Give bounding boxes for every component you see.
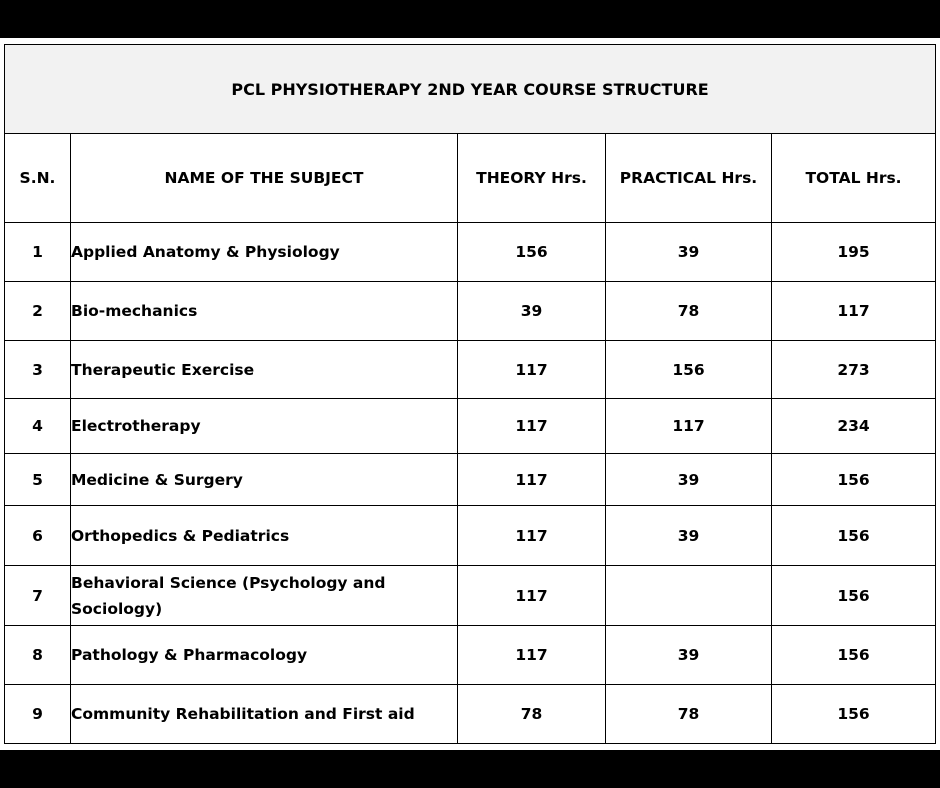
course-structure-table — [4, 44, 936, 744]
table-row — [5, 566, 936, 626]
cell-sn: 8 — [5, 626, 71, 685]
header-theory-hours: THEORY Hrs. — [458, 134, 606, 223]
cell-subject-name: Behavioral Science (Psychology and Sociology) — [71, 566, 458, 626]
cell-sn: 1 — [5, 223, 71, 282]
cell-theory-hours: 117 — [458, 506, 606, 566]
cell-theory-hours: 117 — [458, 399, 606, 454]
header-sn: S.N. — [5, 134, 71, 223]
cell-theory-hours: 117 — [458, 626, 606, 685]
cell-sn: 4 — [5, 399, 71, 454]
cell-practical-hours: 117 — [606, 399, 772, 454]
cell-subject-name: Applied Anatomy & Physiology — [71, 223, 458, 282]
cell-theory-hours: 156 — [458, 223, 606, 282]
cell-subject-name: Therapeutic Exercise — [71, 341, 458, 399]
cell-total-hours: 156 — [772, 685, 936, 744]
cell-practical-hours: 78 — [606, 282, 772, 341]
title-row — [5, 45, 936, 134]
table-row — [5, 282, 936, 341]
cell-subject-name: Pathology & Pharmacology — [71, 626, 458, 685]
header-practical-hours: PRACTICAL Hrs. — [606, 134, 772, 223]
cell-theory-hours: 117 — [458, 566, 606, 626]
cell-subject-name: Medicine & Surgery — [71, 454, 458, 506]
cell-sn: 3 — [5, 341, 71, 399]
header-subject-name: NAME OF THE SUBJECT — [71, 134, 458, 223]
cell-subject-name: Community Rehabilitation and First aid — [71, 685, 458, 744]
cell-sn: 2 — [5, 282, 71, 341]
cell-theory-hours: 78 — [458, 685, 606, 744]
table-row — [5, 399, 936, 454]
cell-sn: 9 — [5, 685, 71, 744]
cell-total-hours: 195 — [772, 223, 936, 282]
table-row — [5, 341, 936, 399]
document-sheet — [0, 38, 940, 750]
cell-total-hours: 156 — [772, 506, 936, 566]
table-row — [5, 506, 936, 566]
cell-subject-name: Electrotherapy — [71, 399, 458, 454]
header-total-hours: TOTAL Hrs. — [772, 134, 936, 223]
cell-total-hours: 117 — [772, 282, 936, 341]
cell-sn: 5 — [5, 454, 71, 506]
table-row — [5, 454, 936, 506]
header-row — [5, 134, 936, 223]
table-row — [5, 223, 936, 282]
cell-practical-hours: 39 — [606, 223, 772, 282]
cell-subject-name: Bio-mechanics — [71, 282, 458, 341]
cell-theory-hours: 117 — [458, 341, 606, 399]
table-title: PCL PHYSIOTHERAPY 2ND YEAR COURSE STRUCTURE — [5, 45, 936, 134]
table-row — [5, 685, 936, 744]
cell-total-hours: 156 — [772, 626, 936, 685]
cell-practical-hours: 78 — [606, 685, 772, 744]
table-row — [5, 626, 936, 685]
cell-practical-hours: 39 — [606, 506, 772, 566]
cell-sn: 6 — [5, 506, 71, 566]
cell-subject-name: Orthopedics & Pediatrics — [71, 506, 458, 566]
cell-practical-hours: 39 — [606, 626, 772, 685]
cell-total-hours: 273 — [772, 341, 936, 399]
cell-total-hours: 234 — [772, 399, 936, 454]
cell-practical-hours: 39 — [606, 454, 772, 506]
cell-practical-hours: 156 — [606, 341, 772, 399]
cell-practical-hours — [606, 566, 772, 626]
cell-sn: 7 — [5, 566, 71, 626]
cell-theory-hours: 117 — [458, 454, 606, 506]
cell-total-hours: 156 — [772, 566, 936, 626]
cell-total-hours: 156 — [772, 454, 936, 506]
cell-theory-hours: 39 — [458, 282, 606, 341]
